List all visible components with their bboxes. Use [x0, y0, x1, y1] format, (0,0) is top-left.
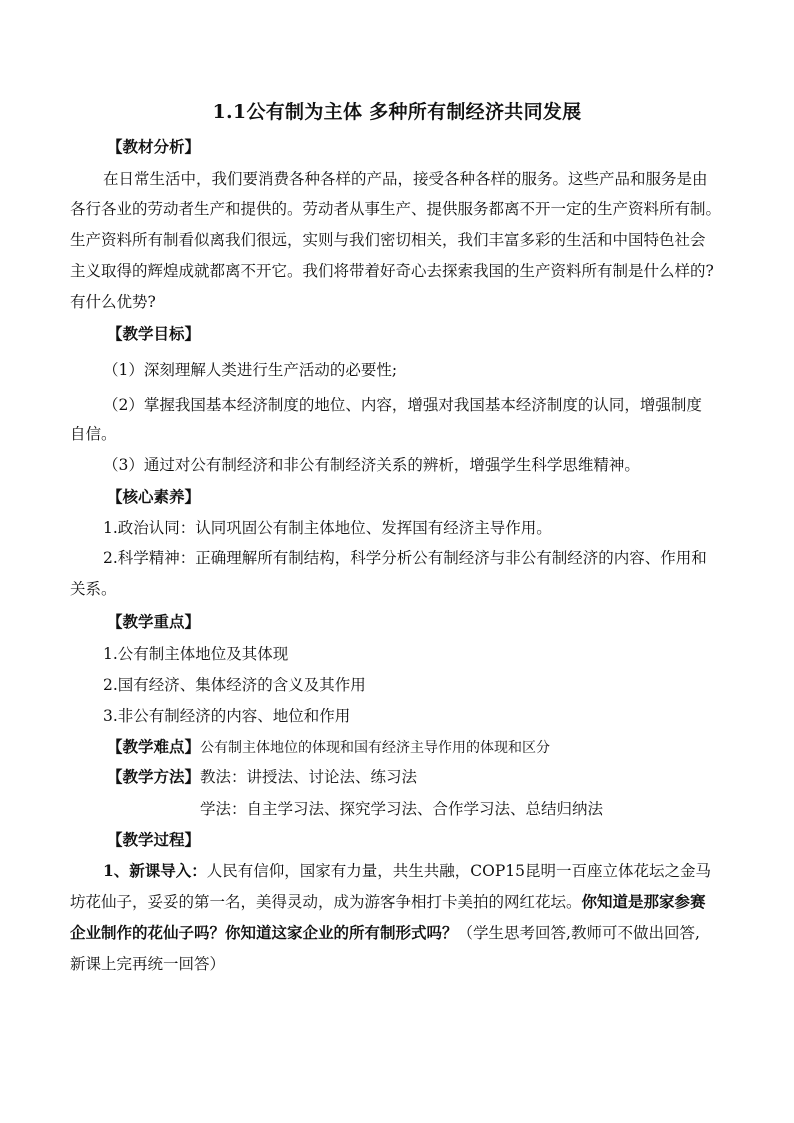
material-line-1: 在日常生活中，我们要消费各种各样的产品，接受各种各样的服务。这些产品和服务是由 — [103, 170, 708, 188]
goal-item-2-line-2: 自信。 — [70, 425, 117, 443]
section-heading-material: 【教材分析】 — [107, 137, 201, 156]
literacy-item-2-line-2: 关系。 — [70, 580, 117, 598]
section-heading-methods: 【教学方法】 — [107, 767, 201, 786]
intro-question-2: 企业制作的花仙子吗？你知道这家企业的所有制形式吗？ — [70, 923, 458, 942]
difficulty-row — [107, 735, 550, 760]
section-heading-keypoints: 【教学重点】 — [107, 612, 201, 631]
intro-text-2: 坊花仙子，妥妥的第一名，美得灵动，成为游客争相打卡美拍的网红花坛。 — [70, 893, 582, 911]
literacy-item-2-line-1: 2.科学精神：正确理解所有制结构，科学分析公有制经济与非公有制经济的内容、作用和 — [103, 549, 707, 567]
methods-teach: 教法：讲授法、讨论法、练习法 — [200, 768, 418, 786]
intro-label: 1、新课导入： — [103, 861, 207, 880]
section-heading-literacy: 【核心素养】 — [107, 487, 201, 506]
intro-text-1: 人民有信仰，国家有力量，共生共融，COP15昆明一百座立体花坛之金马 — [206, 862, 712, 880]
section-heading-goals: 【教学目标】 — [107, 324, 201, 343]
material-line-5: 有什么优势? — [70, 293, 156, 311]
difficulty-text: 公有制主体地位的体现和国有经济主导作用的体现和区分 — [200, 740, 551, 756]
keypoint-item-2: 2.国有经济、集体经济的含义及其作用 — [103, 676, 366, 694]
material-line-2: 各行各业的劳动者生产和提供的。劳动者从事生产、提供服务都离不开一定的生产资料所有制。 — [70, 200, 722, 218]
keypoint-item-3: 3.非公有制经济的内容、地位和作用 — [103, 707, 351, 725]
goal-item-3: （3）通过对公有制经济和非公有制经济关系的辨析，增强学生科学思维精神。 — [103, 456, 640, 474]
goal-item-1: （1）深刻理解人类进行生产活动的必要性; — [103, 361, 398, 379]
process-line-4: 新课上完再统一回答） — [70, 955, 226, 973]
page-title: 1.1公有制为主体 多种所有制经济共同发展 — [212, 101, 582, 123]
methods-learn: 学法：自主学习法、探究学习法、合作学习法、总结归纳法 — [200, 800, 604, 818]
material-line-3: 生产资料所有制看似离我们很远，实则与我们密切相关，我们丰富多彩的生活和中国特色社会 — [70, 231, 706, 249]
process-line-2 — [70, 890, 706, 914]
material-line-4: 主义取得的辉煌成就都离不开它。我们将带着好奇心去探索我国的生产资料所有制是什么样的? — [70, 262, 714, 280]
keypoint-item-1: 1.公有制主体地位及其体现 — [103, 645, 289, 663]
methods-row — [107, 765, 417, 789]
section-heading-process: 【教学过程】 — [107, 830, 201, 849]
goal-item-2-line-1: （2）掌握我国基本经济制度的地位、内容，增强对我国基本经济制度的认同，增强制度 — [103, 396, 702, 414]
process-line-1 — [103, 859, 711, 883]
intro-question-1: 你知道是那家参赛 — [581, 892, 706, 911]
section-heading-difficulty: 【教学难点】 — [107, 737, 201, 756]
intro-note: （学生思考回答,教师可不做出回答, — [457, 924, 700, 942]
literacy-item-1: 1.政治认同：认同巩固公有制主体地位、发挥国有经济主导作用。 — [103, 519, 552, 537]
process-line-3 — [70, 921, 700, 945]
